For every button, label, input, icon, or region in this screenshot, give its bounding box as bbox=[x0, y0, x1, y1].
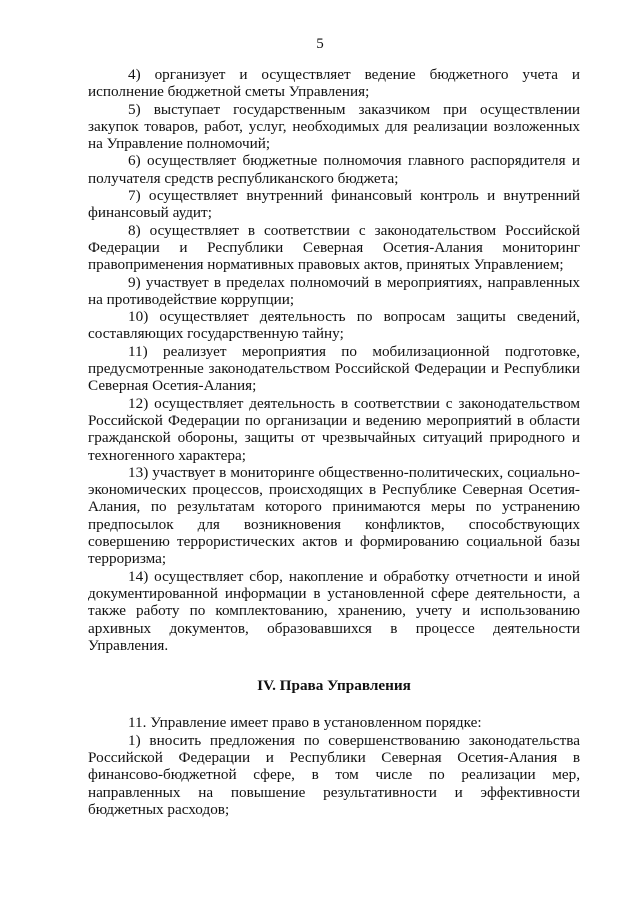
list-item: 10) осуществляет деятельность по вопросам защиты сведений, составляющих государственную тайну; bbox=[88, 308, 580, 343]
list-item: 5) выступает государственным заказчиком при осуществлении закупок товаров, работ, услуг, необходимых для реализации возложенных на Управление полномочий; bbox=[88, 100, 580, 153]
list-item: 11) реализует мероприятия по мобилизационной подготовке, предусмотренные законодательством Российской Федерации и Республики Северная Осетия-Алания; bbox=[88, 342, 580, 395]
list-item: 12) осуществляет деятельность в соответствии с законодательством Российской Федерации по организации и ведению мероприятий в области гражданской обороны, защиты от чрезвычайных ситуаций природного и техногенного характера; bbox=[88, 394, 580, 464]
list-item: 8) осуществляет в соответствии с законодательством Российской Федерации и Республики Северная Осетия-Алания мониторинг правоприменения нормативных правовых актов, принятых Управлением; bbox=[88, 221, 580, 274]
page-number: 5 bbox=[316, 36, 324, 52]
list-item: 13) участвует в мониторинге общественно-политических, социально-экономических процессов, происходящих в Республике Северная Осетия-Алания, по результатам которого принимаются меры по устранению предпосылок для возникновения конфликтов, способствующих совершению террористических актов и формированию социальной базы терроризма; bbox=[88, 463, 580, 568]
list-item: 9) участвует в пределах полномочий в мероприятиях, направленных на противодействие коррупции; bbox=[88, 273, 580, 308]
list-item: 1) вносить предложения по совершенствованию законодательства Российской Федерации и Республики Северная Осетия-Алания в финансово-бюджетной сфере, в том числе по реализации мер, направленных на повышение результативности и эффективности бюджетных расходов; bbox=[88, 731, 580, 818]
list-item: 7) осуществляет внутренний финансовый контроль и внутренний финансовый аудит; bbox=[88, 187, 580, 222]
clause-heading: 11. Управление имеет право в установленном порядке: bbox=[128, 714, 482, 732]
section-title: IV. Права Управления bbox=[257, 677, 411, 695]
list-item: 4) организует и осуществляет ведение бюджетного учета и исполнение бюджетной сметы Управления; bbox=[88, 66, 580, 101]
list-item: 6) осуществляет бюджетные полномочия главного распорядителя и получателя средств республиканского бюджета; bbox=[88, 152, 580, 187]
list-item: 14) осуществляет сбор, накопление и обработку отчетности и иной документированной информации в установленной сфере деятельности, а также работу по комплектованию, хранению, учету и использованию архивных документов, образовавшихся в процессе деятельности Управления. bbox=[88, 567, 580, 654]
document-body bbox=[88, 66, 580, 818]
